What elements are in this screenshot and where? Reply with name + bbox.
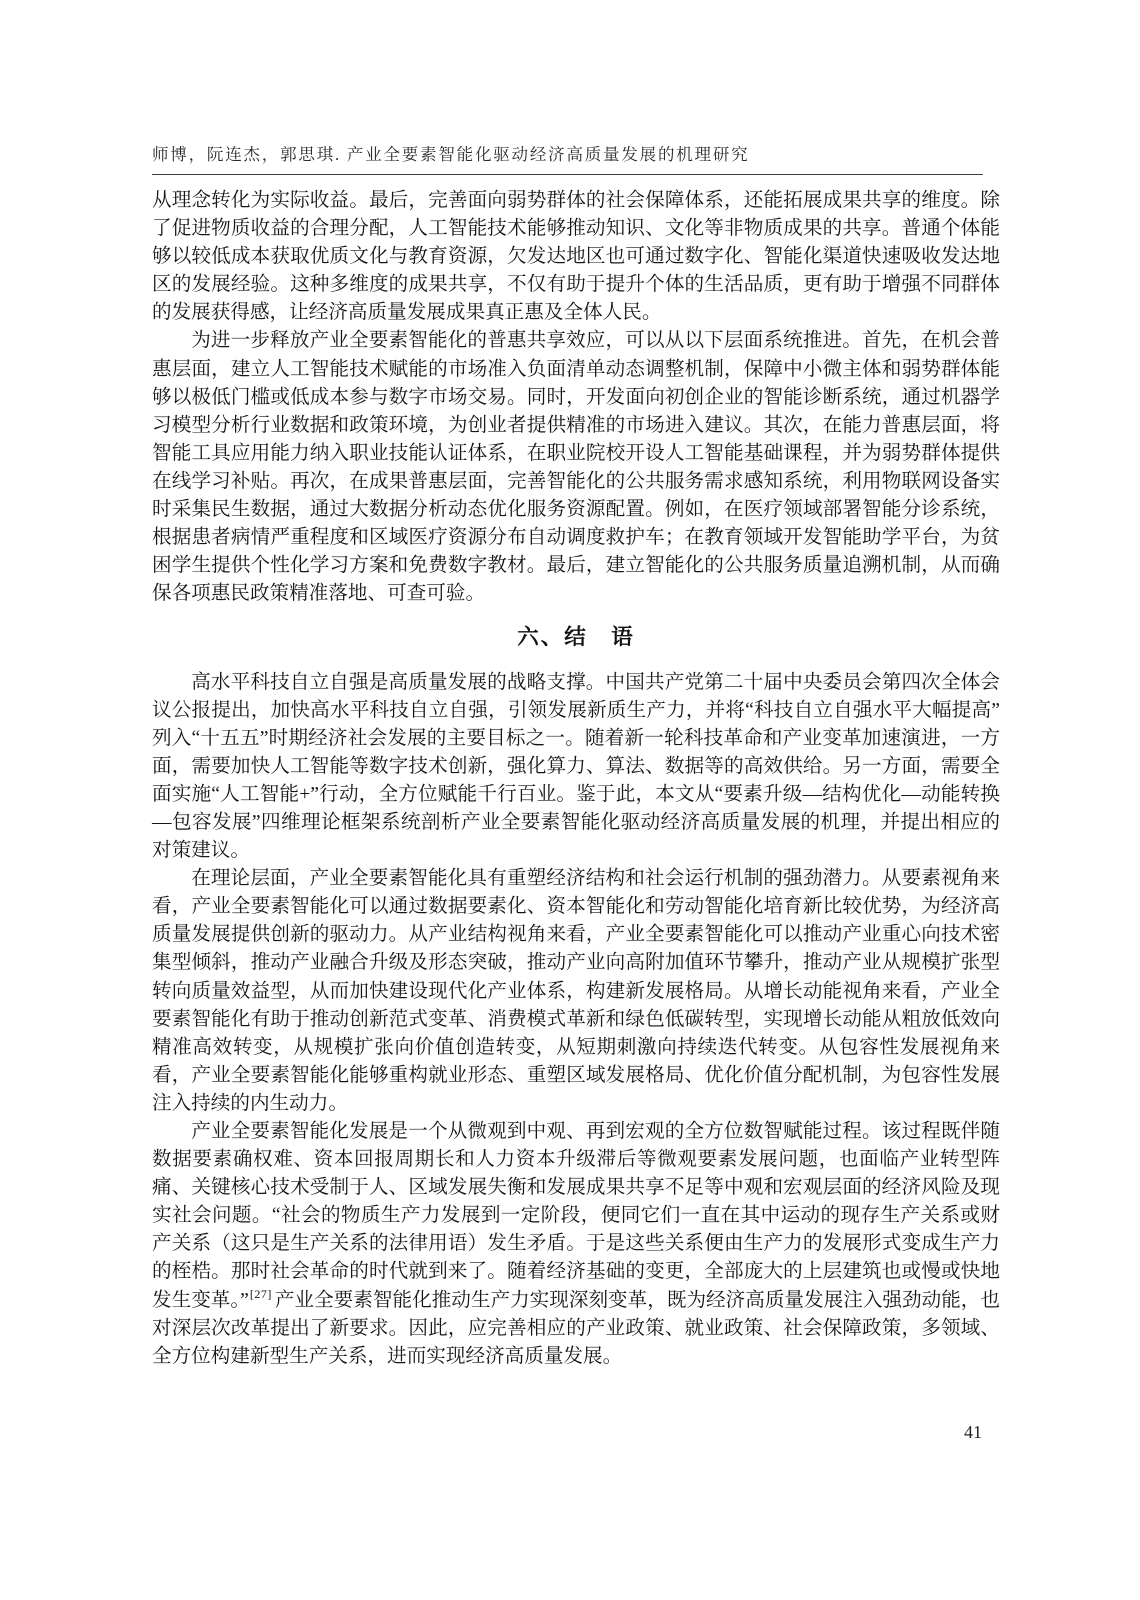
paragraph-strategy-support: 高水平科技自立自强是高质量发展的战略支撑。中国共产党第二十届中央委员会第四次全体会议公报提出，加快高水平科技自立自强，引领发展新质生产力，并将“科技自立自强水平大幅提高”列入“十五五”时期经济社会发展的主要目标之一。随着新一轮科技革命和产业变革加速演进，一方面，需要加快人工智能等数字技术创新，强化算力、算法、数据等的高效供给。另一方面，需要全面实施“人工智能+”行动，全方位赋能千行百业。鉴于此，本文从“要素升级—结构优化—动能转换—包容发展”四维理论框架系统剖析产业全要素智能化驱动经济高质量发展的机理，并提出相应的对策建议。 — [152, 671, 1000, 862]
article-body — [152, 187, 1000, 1371]
paragraph-theoretical-level: 在理论层面，产业全要素智能化具有重塑经济结构和社会运行机制的强劲潜力。从要素视角来看，产业全要素智能化可以通过数据要素化、资本智能化和劳动智能化培育新比较优势，为经济高质量发展提供创新的驱动力。从产业结构视角来看，产业全要素智能化可以推动产业重心向技术密集型倾斜，推动产业融合升级及形态突破，推动产业向高附加值环节攀升，推动产业从规模扩张型转向质量效益型，从而加快建设现代化产业体系，构建新发展格局。从增长动能视角来看，产业全要素智能化有助于推动创新范式变革、消费模式革新和绿色低碳转型，实现增长动能从粗放低效向精准高效转变，从规模扩张向价值创造转变，从短期刺激向持续迭代转变。从包容性发展视角来看，产业全要素智能化能够重构就业形态、重塑区域发展格局、优化价值分配机制，为包容性发展注入持续的内生动力。 — [152, 868, 1000, 1114]
header-divider — [152, 174, 983, 175]
paragraph-transformation — [152, 1118, 1000, 1371]
paragraph-transformation-text-before-ref: 产业全要素智能化发展是一个从微观到中观、再到宏观的全方位数智赋能过程。该过程既伴随数据要素确权难、资本回报周期长和人力资本升级滞后等微观要素发展问题，也面临产业转型阵痛、关键核心技术受制于人、区域发展失衡和发展成果共享不足等中观和宏观层面的经济风险及现实社会问题。“社会的物质生产力发展到一定阶段，便同它们一直在其中运动的现存生产关系或财产关系（这只是生产关系的法律用语）发生矛盾。于是这些关系便由生产力的发展形式变成生产力的桎梏。那时社会革命的时代就到来了。随着经济基础的变更，全部庞大的上层建筑也或慢或快地发生变革。” — [152, 1121, 1000, 1311]
page-number: 41 — [964, 1422, 982, 1442]
paragraph-transformation-text-after-ref: 产业全要素智能化推动生产力实现深刻变革，既为经济高质量发展注入强劲动能，也对深层次改革提出了新要求。因此，应完善相应的产业政策、就业政策、社会保障政策，多领域、全方位构建新型生产关系，进而实现经济高质量发展。 — [152, 1289, 1000, 1367]
citation-ref-27: [27] — [249, 1287, 272, 1302]
running-head: 师博，阮连杰，郭思琪. 产业全要素智能化驱动经济高质量发展的机理研究 — [152, 145, 750, 164]
paragraph-conclusion-sharing: 从理念转化为实际收益。最后，完善面向弱势群体的社会保障体系，还能拓展成果共享的维度。除了促进物质收益的合理分配，人工智能技术能够推动知识、文化等非物质成果的共享。普通个体能够以较低成本获取优质文化与教育资源，欠发达地区也可通过数字化、智能化渠道快速吸收发达地区的发展经验。这种多维度的成果共享，不仅有助于提升个体的生活品质，更有助于增强不同群体的发展获得感，让经济高质量发展成果真正惠及全体人民。 — [152, 190, 1000, 324]
section-heading-conclusion: 六、结 语 — [517, 625, 635, 650]
paragraph-inclusive-measures: 为进一步释放产业全要素智能化的普惠共享效应，可以从以下层面系统推进。首先，在机会普惠层面，建立人工智能技术赋能的市场准入负面清单动态调整机制，保障中小微主体和弱势群体能够以极低门槛或低成本参与数字市场交易。同时，开发面向初创企业的智能诊断系统，通过机器学习模型分析行业数据和政策环境，为创业者提供精准的市场进入建议。其次，在能力普惠层面，将智能工具应用能力纳入职业技能认证体系，在职业院校开设人工智能基础课程，并为弱势群体提供在线学习补贴。再次，在成果普惠层面，完善智能化的公共服务需求感知系统，利用物联网设备实时采集民生数据，通过大数据分析动态优化服务资源配置。例如，在医疗领域部署智能分诊系统，根据患者病情严重程度和区域医疗资源分布自动调度救护车；在教育领域开发智能助学平台，为贫困学生提供个性化学习方案和免费数字教材。最后，建立智能化的公共服务质量追溯机制，从而确保各项惠民政策精准落地、可查可验。 — [152, 330, 1000, 605]
